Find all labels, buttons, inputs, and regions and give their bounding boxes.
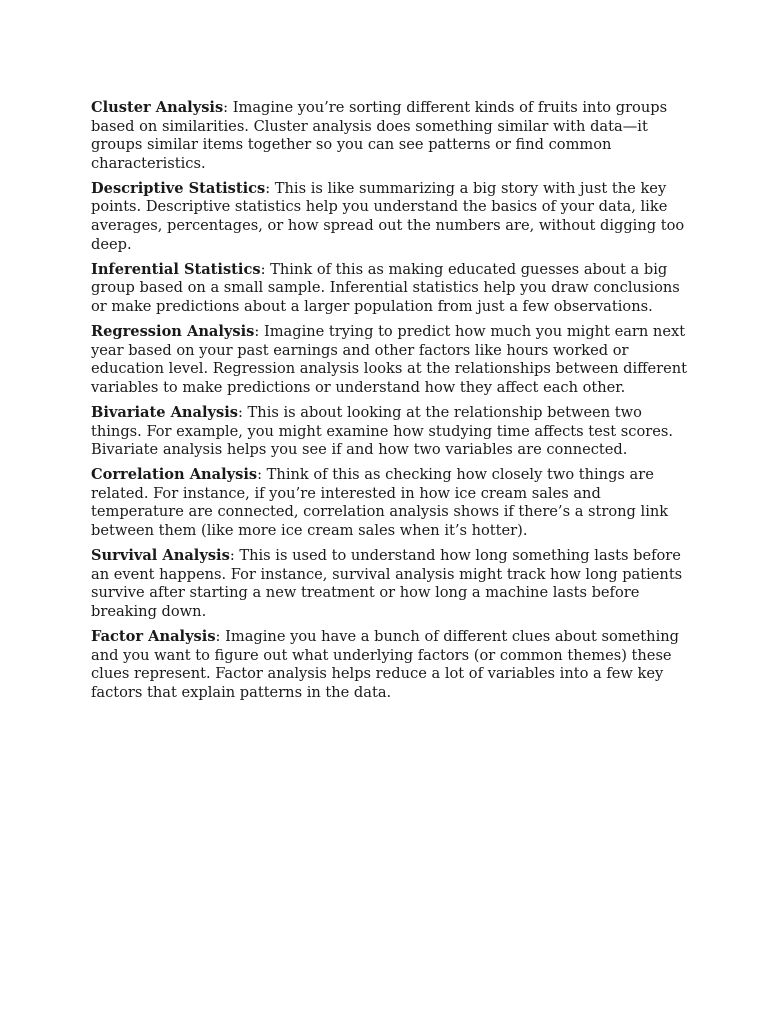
document-body (91, 99, 691, 709)
definition-text: : This is about looking at the relationship between two things. For example, you might examine how studying time affects test scores. Bivariate analysis helps you see if and how two variables are connected. (91, 403, 673, 459)
entry-cluster-analysis (91, 99, 691, 173)
definition-text: : Think of this as checking how closely two things are related. For instance, if you’re interested in how ice cream sales and temperature are connected, correlation analysis shows if there’s a strong link between them (like more ice cream sales when it’s hotter). (91, 466, 669, 539)
term-label: Survival Analysis (91, 547, 230, 565)
entry-bivariate-analysis (91, 404, 691, 460)
term-label: Correlation Analysis (91, 466, 258, 484)
entry-regression-analysis (91, 323, 691, 397)
term-label: Inferential Statistics (91, 260, 261, 278)
entry-descriptive-statistics (91, 180, 691, 254)
entry-survival-analysis (91, 547, 691, 621)
entry-factor-analysis (91, 628, 691, 702)
term-label: Bivariate Analysis (91, 403, 238, 421)
term-label: Descriptive Statistics (91, 179, 266, 197)
term-label: Cluster Analysis (91, 99, 224, 116)
definition-text: : This is used to understand how long something lasts before an event happens. For instance, survival analysis might track how long patients survive after starting a new treatment or how long a machine lasts before breaking down. (91, 547, 683, 620)
entry-inferential-statistics (91, 261, 691, 317)
term-label: Factor Analysis (91, 627, 216, 645)
term-label: Regression Analysis (91, 323, 255, 341)
definition-text: : Imagine you have a bunch of different clues about something and you want to figure out what underlying factors (or common themes) these clues represent. Factor analysis helps reduce a lot of variables into a few key factors that explain patterns in the data. (91, 627, 679, 701)
definition-text: : Imagine trying to predict how much you might earn next year based on your past earnings and other factors like hours worked or education level. Regression analysis looks at the relationships between different variables to make predictions or understand how they affect each other. (91, 323, 687, 396)
definition-text: : Imagine you’re sorting different kinds of fruits into groups based on similarities. Cluster analysis does something similar with data—it groups similar items together so you can see patterns or find common characteristics. (91, 99, 668, 172)
entry-correlation-analysis (91, 466, 691, 540)
definition-text: : This is like summarizing a big story with just the key points. Descriptive statistics help you understand the basics of your data, like averages, percentages, or how spread out the numbers are, without digging too deep. (91, 179, 685, 253)
definition-text: : Think of this as making educated guesses about a big group based on a small sample. Inferential statistics help you draw conclusions or make predictions about a larger population from just a few observations. (91, 260, 680, 315)
